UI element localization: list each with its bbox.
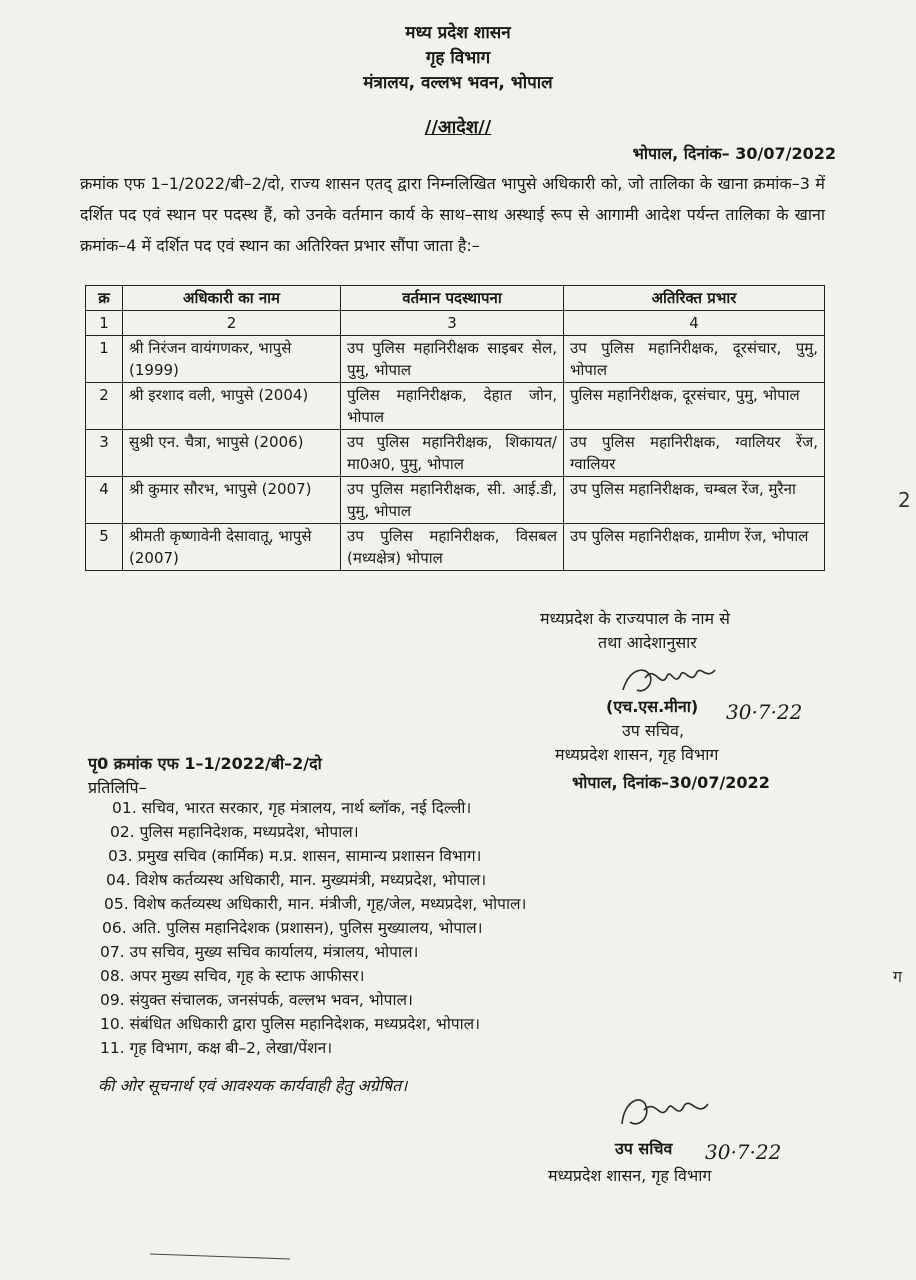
cell-sr: 5 — [86, 524, 123, 571]
cell-sr: 4 — [86, 477, 123, 524]
col-number: 2 — [123, 311, 341, 336]
table-column-numbers — [86, 311, 825, 336]
col-number: 1 — [86, 311, 123, 336]
order-date: भोपाल, दिनांक– 30/07/2022 — [632, 144, 836, 163]
governor-line-2: तथा आदेशानुसार — [598, 633, 697, 652]
list-item: 11. गृह विभाग, कक्ष बी–2, लेखा/पेंशन। — [100, 1039, 333, 1057]
cell-name: सुश्री एन. चैत्रा, भापुसे (2006) — [123, 430, 341, 477]
cell-additional: उप पुलिस महानिरीक्षक, ग्वालियर रेंज, ग्वालियर — [564, 430, 825, 477]
signature-scribble — [612, 1088, 722, 1136]
handwritten-date: 30·7·22 — [726, 700, 803, 724]
cell-additional: पुलिस महानिरीक्षक, दूरसंचार, पुमु, भोपाल — [564, 383, 825, 430]
copy-section-header — [88, 752, 322, 800]
signatory-date: भोपाल, दिनांक–30/07/2022 — [572, 773, 770, 792]
copy-reference: पृ0 क्रमांक एफ 1–1/2022/बी–2/दो — [88, 754, 322, 773]
table-row — [86, 336, 825, 383]
header-address: मंत्रालय, वल्लभ भवन, भोपाल — [363, 73, 553, 93]
list-item: 07. उप सचिव, मुख्य सचिव कार्यालय, मंत्रालय, भोपाल। — [100, 943, 419, 961]
cell-current: उप पुलिस महानिरीक्षक साइबर सेल, पुमु, भोपाल — [341, 336, 564, 383]
cell-sr: 3 — [86, 430, 123, 477]
list-item: 06. अति. पुलिस महानिदेशक (प्रशासन), पुलिस मुख्यालय, भोपाल। — [102, 919, 483, 937]
signatory-designation: उप सचिव, — [622, 721, 685, 740]
list-item: 03. प्रमुख सचिव (कार्मिक) म.प्र. शासन, सामान्य प्रशासन विभाग। — [108, 847, 482, 865]
table-row — [86, 477, 825, 524]
list-item: 09. संयुक्त संचालक, जनसंपर्क, वल्लभ भवन, भोपाल। — [100, 991, 413, 1009]
cell-current: पुलिस महानिरीक्षक, देहात जोन, भोपाल — [341, 383, 564, 430]
list-item: 02. पुलिस महानिदेशक, मध्यप्रदेश, भोपाल। — [110, 823, 359, 841]
signatory-name: (एच.एस.मीना) — [606, 697, 699, 716]
col-number: 3 — [341, 311, 564, 336]
margin-mark: 2 — [898, 488, 911, 512]
table-row — [86, 430, 825, 477]
signatory-department-2: मध्यप्रदेश शासन, गृह विभाग — [548, 1166, 712, 1185]
header-government: मध्य प्रदेश शासन — [405, 23, 511, 43]
cell-sr: 2 — [86, 383, 123, 430]
col-header-sr: क्र — [86, 286, 123, 311]
cell-current: उप पुलिस महानिरीक्षक, शिकायत/मा0अ0, पुमु, भोपाल — [341, 430, 564, 477]
cell-name: श्रीमती कृष्णावेनी देसावातू, भापुसे (2007) — [123, 524, 341, 571]
table-header-row — [86, 286, 825, 311]
table-row — [86, 524, 825, 571]
cell-current: उप पुलिस महानिरीक्षक, सी. आई.डी, पुमु, भोपाल — [341, 477, 564, 524]
signatory-designation-2: उप सचिव — [615, 1139, 673, 1158]
handwritten-date-2: 30·7·22 — [705, 1140, 782, 1164]
col-header-name: अधिकारी का नाम — [123, 286, 341, 311]
order-title: //आदेश// — [424, 117, 492, 138]
scan-artifact-line — [150, 1254, 290, 1260]
list-item: 08. अपर मुख्य सचिव, गृह के स्टाफ आफीसर। — [100, 967, 365, 985]
cell-additional: उप पुलिस महानिरीक्षक, चम्बल रेंज, मुरैना — [564, 477, 825, 524]
list-item: 01. सचिव, भारत सरकार, गृह मंत्रालय, नार्थ ब्लॉक, नई दिल्ली। — [112, 799, 472, 817]
list-item: 04. विशेष कर्तव्यस्थ अधिकारी, मान. मुख्यमंत्री, मध्यप्रदेश, भोपाल। — [106, 871, 487, 889]
margin-mark: ग — [893, 967, 903, 986]
col-number: 4 — [564, 311, 825, 336]
cell-name: श्री इरशाद वली, भापुसे (2004) — [123, 383, 341, 430]
cell-additional: उप पुलिस महानिरीक्षक, दूरसंचार, पुमु, भोपाल — [564, 336, 825, 383]
cell-current: उप पुलिस महानिरीक्षक, विसबल (मध्यक्षेत्र) भोपाल — [341, 524, 564, 571]
col-header-additional: अतिरिक्त प्रभार — [564, 286, 825, 311]
copy-recipient-list — [100, 796, 526, 1060]
cell-sr: 1 — [86, 336, 123, 383]
postings-table — [85, 285, 825, 571]
copy-label: प्रतिलिपि– — [88, 778, 147, 797]
forwarding-note: की ओर सूचनार्थ एवं आवश्यक कार्यवाही हेतु अग्रेषित। — [98, 1076, 408, 1095]
intro-paragraph: क्रमांक एफ 1–1/2022/बी–2/दो, राज्य शासन एतद् द्वारा निम्नलिखित भापुसे अधिकारी को, जो तालिका के खाना क्रमांक–3 में दर्शित पद एवं स्थान पर पदस्थ हैं, को उनके वर्तमान कार्य के साथ–साथ अस्थाई रूप से आगामी आदेश पर्यन्त तालिका के खाना क्रमांक–4 में दर्शित पद एवं स्थान का अतिरिक्त प्रभार सौंपा जाता है:– — [80, 174, 825, 255]
cell-name: श्री निरंजन वायंगणकर, भापुसे (1999) — [123, 336, 341, 383]
col-header-current: वर्तमान पदस्थापना — [341, 286, 564, 311]
header-department: गृह विभाग — [425, 48, 491, 68]
cell-name: श्री कुमार सौरभ, भापुसे (2007) — [123, 477, 341, 524]
list-item: 05. विशेष कर्तव्यस्थ अधिकारी, मान. मंत्रीजी, गृह/जेल, मध्यप्रदेश, भोपाल। — [104, 895, 527, 913]
list-item: 10. संबंधित अधिकारी द्वारा पुलिस महानिदेशक, मध्यप्रदेश, भोपाल। — [100, 1015, 481, 1033]
governor-authority — [540, 607, 730, 655]
signatory-department: मध्यप्रदेश शासन, गृह विभाग — [555, 745, 719, 764]
table-row — [86, 383, 825, 430]
governor-line-1: मध्यप्रदेश के राज्यपाल के नाम से — [540, 609, 730, 628]
cell-additional: उप पुलिस महानिरीक्षक, ग्रामीण रेंज, भोपाल — [564, 524, 825, 571]
